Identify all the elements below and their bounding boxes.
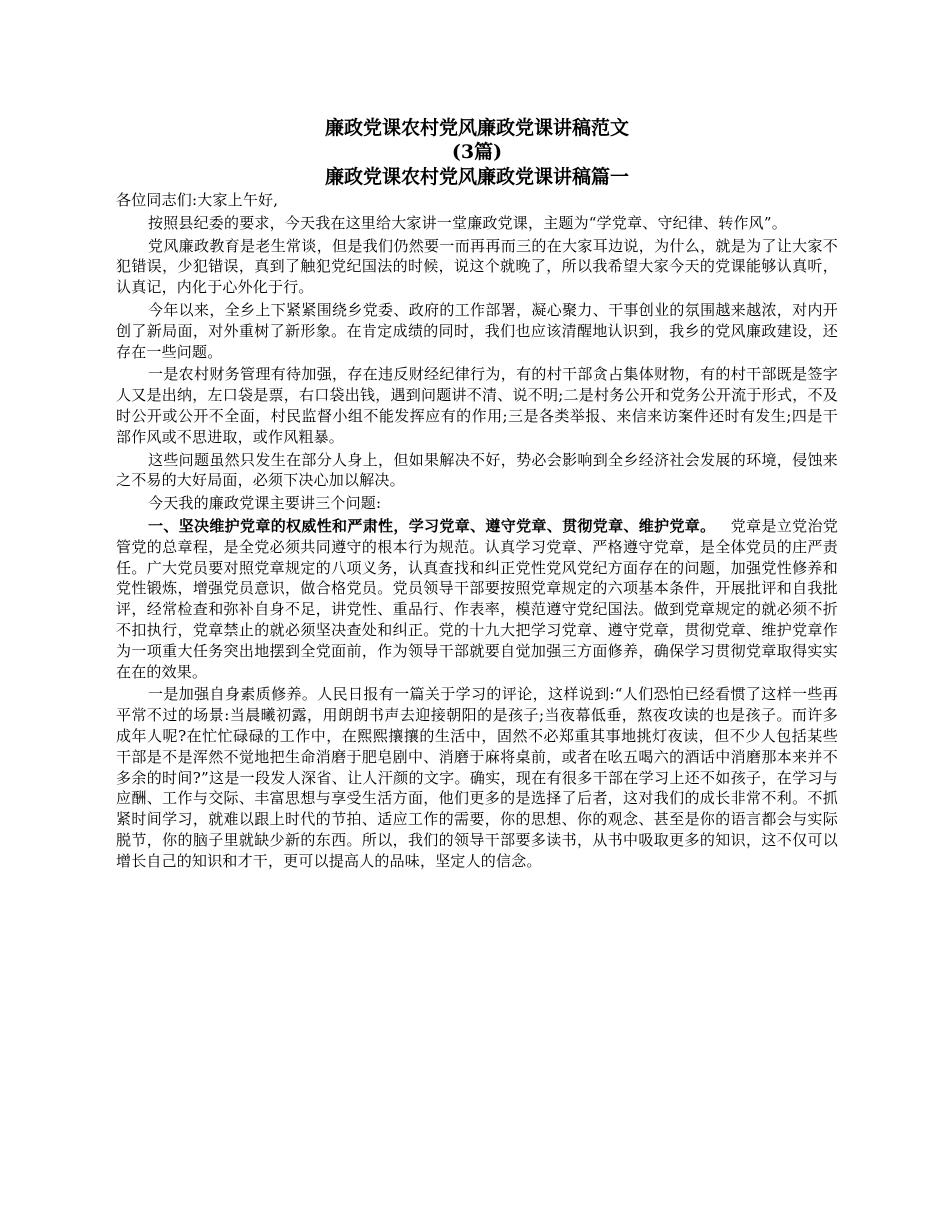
section-paragraph [116, 516, 838, 682]
body-paragraph: 今天我的廉政党课主要讲三个问题: [148, 494, 382, 513]
body-paragraph: 这些问题虽然只发生在部分人身上，但如果解决不好，势必会影响到全乡经济社会发展的环境，侵蚀来之不易的大好局面，必须下决心加以解决。 [116, 450, 838, 490]
document-subtitle: (3篇) [451, 141, 503, 163]
body-paragraph: 一是加强自身素质修养。人民日报有一篇关于学习的评论，这样说到:“人们恐怕已经看惯了这样一些再平常不过的场景:当晨曦初露，用朗朗书声去迎接朝阳的是孩子;当夜幕低垂，熬夜攻读的也是孩子。而许多成年人呢?在忙忙碌碌的工作中，在熙熙攘攘的生活中，固然不必郑重其事地挑灯夜读，但不少人包括某些干部是不是浑然不觉地把生命消磨于肥皂剧中、消磨于麻将桌前，或者在吆五喝六的酒话中消磨那本来并不多余的时间?”这是一段发人深省、让人汗颜的文字。确实，现在有很多干部在学习上还不如孩子，在学习与应酬、工作与交际、丰富思想与享受生活方面，他们更多的是选择了后者，这对我们的成长非常不利。不抓紧时间学习，就难以跟上时代的节拍、适应工作的需要，你的思想、你的观念、甚至是你的语言都会与实际脱节，你的脑子里就缺少新的东西。所以，我们的领导干部要多读书，从书中吸取更多的知识，这不仅可以增长自己的知识和才干，更可以提高人的品味，坚定人的信念。 [116, 685, 838, 870]
body-paragraph: 按照县纪委的要求，今天我在这里给大家讲一堂廉政党课，主题为“学党章、守纪律、转作风”。 [148, 213, 787, 232]
section-body: 党章是立党治党管党的总章程，是全党必须共同遵守的根本行为规范。认真学习党章、严格遵守党章，是全体党员的庄严责任。广大党员要对照党章规定的八项义务，认真查找和纠正党性党风党纪方面存在的问题，加强党性修养和党性锻炼，增强党员意识，做合格党员。党员领导干部要按照党章规定的六项基本条件，开展批评和自我批评，经常检查和弥补自身不足，讲党性、重品行、作表率，模范遵守党纪国法。做到党章规定的就必须不折不扣执行，党章禁止的就必须坚决查处和纠正。党的十九大把学习党章、遵守党章，贯彻党章、维护党章作为一项重大任务突出地摆到全党面前，作为领导干部就要自觉加强三方面修养，确保学习贯彻党章取得实实在在的效果。 [116, 516, 839, 681]
document-title: 廉政党课农村党风廉政党课讲稿范文 [324, 117, 629, 139]
article-title: 廉政党课农村党风廉政党课讲稿篇一 [324, 166, 629, 188]
body-paragraph: 今年以来，全乡上下紧紧围绕乡党委、政府的工作部署，凝心聚力、干事创业的氛围越来越浓，对内开创了新局面，对外重树了新形象。在肯定成绩的同时，我们也应该清醒地认识到，我乡的党风廉政建设，还存在一些问题。 [116, 300, 838, 361]
body-paragraph: 党风廉政教育是老生常谈，但是我们仍然要一而再再而三的在大家耳边说，为什么，就是为了让大家不犯错误，少犯错误，真到了触犯党纪国法的时候，说这个就晚了，所以我希望大家今天的党课能够认真听，认真记，内化于心外化于行。 [116, 236, 838, 297]
greeting-paragraph: 各位同志们:大家上午好, [116, 191, 279, 209]
document-page [116, 116, 838, 872]
body-paragraph: 一是农村财务管理有待加强，存在违反财经纪律行为，有的村干部贪占集体财物，有的村干部既是签字人又是出纳，左口袋是票，右口袋出钱，遇到问题讲不清、说不明;二是村务公开和党务公开流于形式，不及时公开或公开不全面，村民监督小组不能发挥应有的作用;三是各类举报、来信来访案件还时有发生;四是干部作风或不思进取，或作风粗暴。 [116, 365, 838, 446]
section-heading: 一、坚决维护党章的权威性和严肃性，学习党章、遵守党章、贯彻党章、维护党章。 [148, 516, 716, 535]
